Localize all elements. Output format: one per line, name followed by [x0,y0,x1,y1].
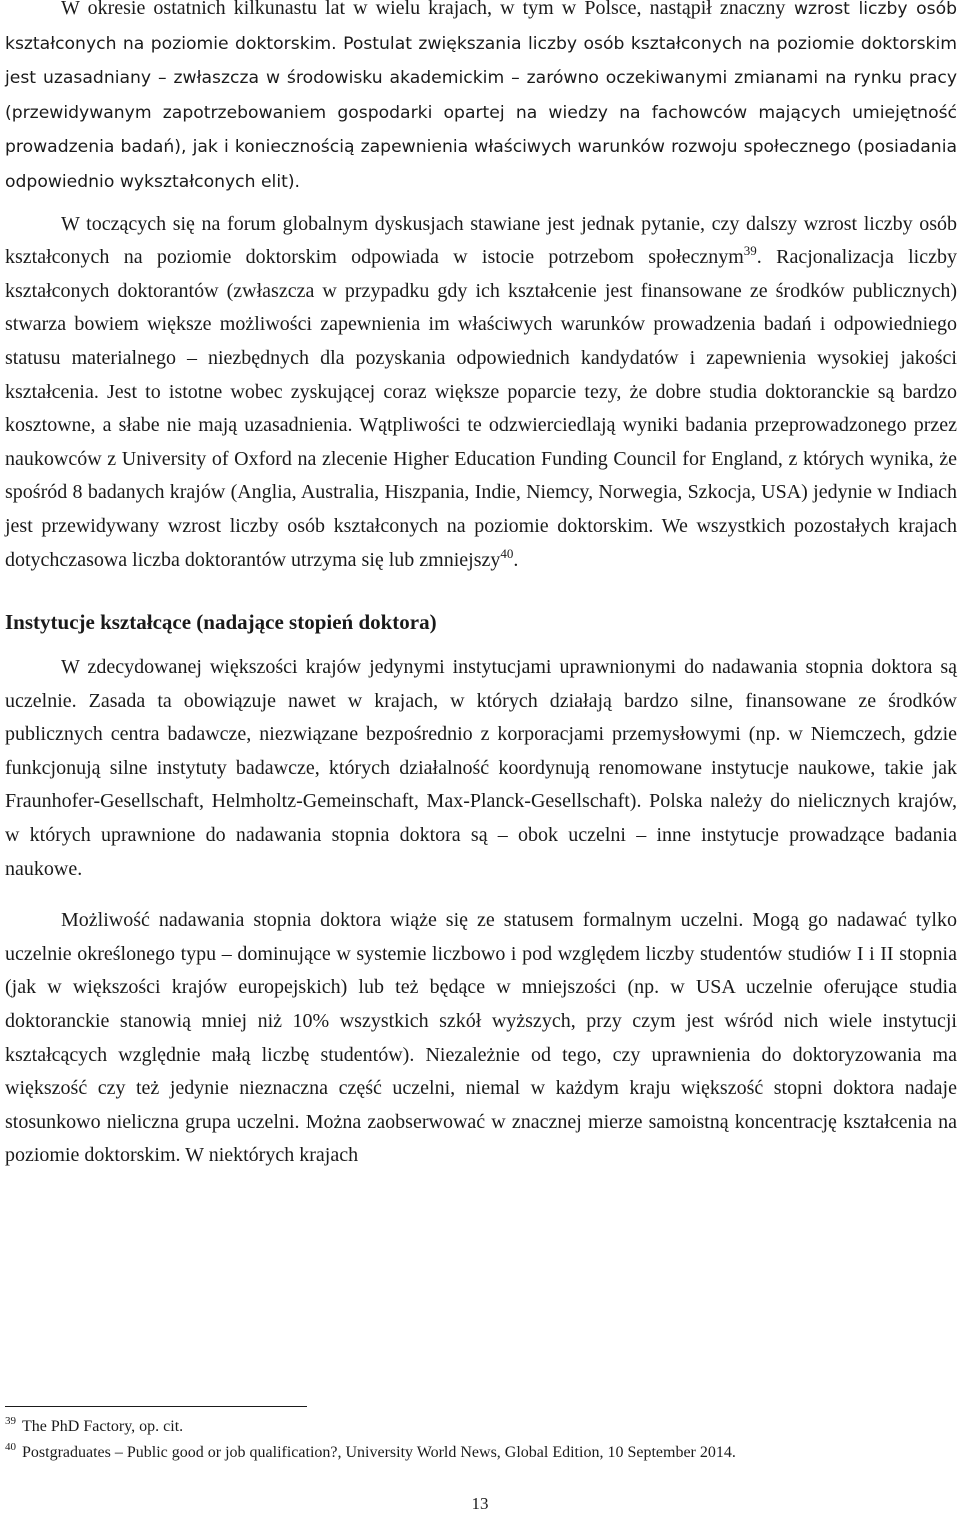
footnote-text: The PhD Factory, op. cit. [22,1418,184,1435]
section-heading: Instytucje kształcące (nadające stopień doktora) [5,610,437,635]
paragraph-formal-status: Możliwość nadawania stopnia doktora wiąże się ze statusem formalnym uczelni. Mogą go nadawać tylko uczelnie określonego typu – dominujące w systemie liczbowo i pod względem liczby studentów studiów I i II stopnia (jak w większości krajów europejskich) lub też będące w mniejszości (np. w USA uczelnie oferujące studia doktoranckie stanowią mniej niż 10% wszystkich szkół wyższych, przy czym jest wśród nich wiele instytucji kształcących względnie małą liczbę studentów). Niezależnie od tego, czy uprawnienia do doktoryzowania ma większość czy też jedynie nieznaczna część uczelni, niemal w każdym kraju większość stopni doktora nadaje stosunkowo nieliczna grupa uczelni. Można zaobserwować w znacznej mierze samoistną koncentrację kształcenia na poziomie doktorskim. W niektórych krajach [5,909,957,1167]
footnote-separator [5,1406,307,1407]
paragraph-doctoral-growth [5,0,957,200]
footnote-number: 39 [5,1415,16,1427]
paragraph-global-debate [5,208,957,578]
paragraph-text: W toczących się na forum globalnym dyskusjach stawiane jest jednak pytanie, czy dalszy wzrost liczby osób kształconych na poziomie doktorskim odpowiada w istocie potrzebom społecznym [5,212,957,269]
footnote-40 [5,1440,957,1466]
paragraph-text: . Racjonalizacja liczby kształconych doktorantów (zwłaszcza w przypadku gdy ich kształcenie jest finansowane ze środków publicznych) stwarza bowiem większe możliwości zapewnienia im właściwych warunków prowadzenia badań i odpowiedniego statusu materialnego – niezbędnych dla pozyskania odpowiednich kandydatów i zapewnienia wysokiej jakości kształcenia. Jest to istotne wobec zyskującej coraz większe poparcie tezy, że dobre studia doktoranckie są bardzo kosztowne, a słabe nie mają uzasadnienia. Wątpliwości te odzwierciedlają wyniki badania przeprowadzonego przez naukowców z University of Oxford na zlecenie Higher Education Funding Council for England, z których wynika, że spośród 8 badanych krajów (Anglia, Australia, Hiszpania, Indie, Niemcy, Norwegia, Szkocja, USA) jedynie w Indiach jest przewidywany wzrost liczby osób kształconych na poziomie doktorskim. We wszystkich pozostałych krajach dotychczasowa liczba doktorantów utrzyma się lub zmniejszy [5,246,957,571]
footnotes [5,1414,957,1466]
footnote-39 [5,1414,957,1440]
page-number: 13 [471,1494,489,1513]
footnote-text: Postgraduates – Public good or job qualification?, University World News, Global Edition, 10 September 2014. [22,1444,736,1461]
paragraph-continuation: wzrost liczby osób kształconych na poziomie doktorskim. Postulat zwiększania liczby osób kształconych na poziomie doktorskim jest uzasadniany – zwłaszcza w środowisku akademickim – zarówno oczekiwanymi zmianami na rynku pracy (przewidywanym zapotrzebowaniem gospodarki opartej na wiedzy na fachowców mających umiejętność prowadzenia badań), jak i koniecznością zapewnienia właściwych warunków rozwoju społecznego (posiadania odpowiednio wykształconych elit). [5,0,957,192]
footnote-ref-39[interactable]: 39 [743,243,757,259]
paragraph-universities: W zdecydowanej większości krajów jedynymi instytucjami uprawnionymi do nadawania stopnia doktora są uczelnie. Zasada ta obowiązuje nawet w krajach, w których działają bardzo silne, finansowane ze środków publicznych centra badawcze, niezwiązane bezpośrednio z korporacjami przemysłowymi (np. w Niemczech, gdzie funkcjonują silne instytuty badawcze, których działalność koordynują renomowane instytucje naukowe, takie jak Fraunhofer-Gesellschaft, Helmholtz-Gemeinschaft, Max-Planck-Gesellschaft). Polska należy do nielicznych krajów, w których uprawnione do nadawania stopnia doktora są – obok uczelni – inne instytucje prowadzące badania naukowe. [5,656,957,880]
paragraph-first-line: W okresie ostatnich kilkunastu lat w wielu krajach, w tym w Polsce, nastąpił znaczny [61,0,786,19]
footnote-ref-40[interactable]: 40 [500,545,514,561]
page-body [5,0,957,1173]
footnote-number: 40 [5,1441,16,1453]
paragraph-text: . [513,548,519,571]
